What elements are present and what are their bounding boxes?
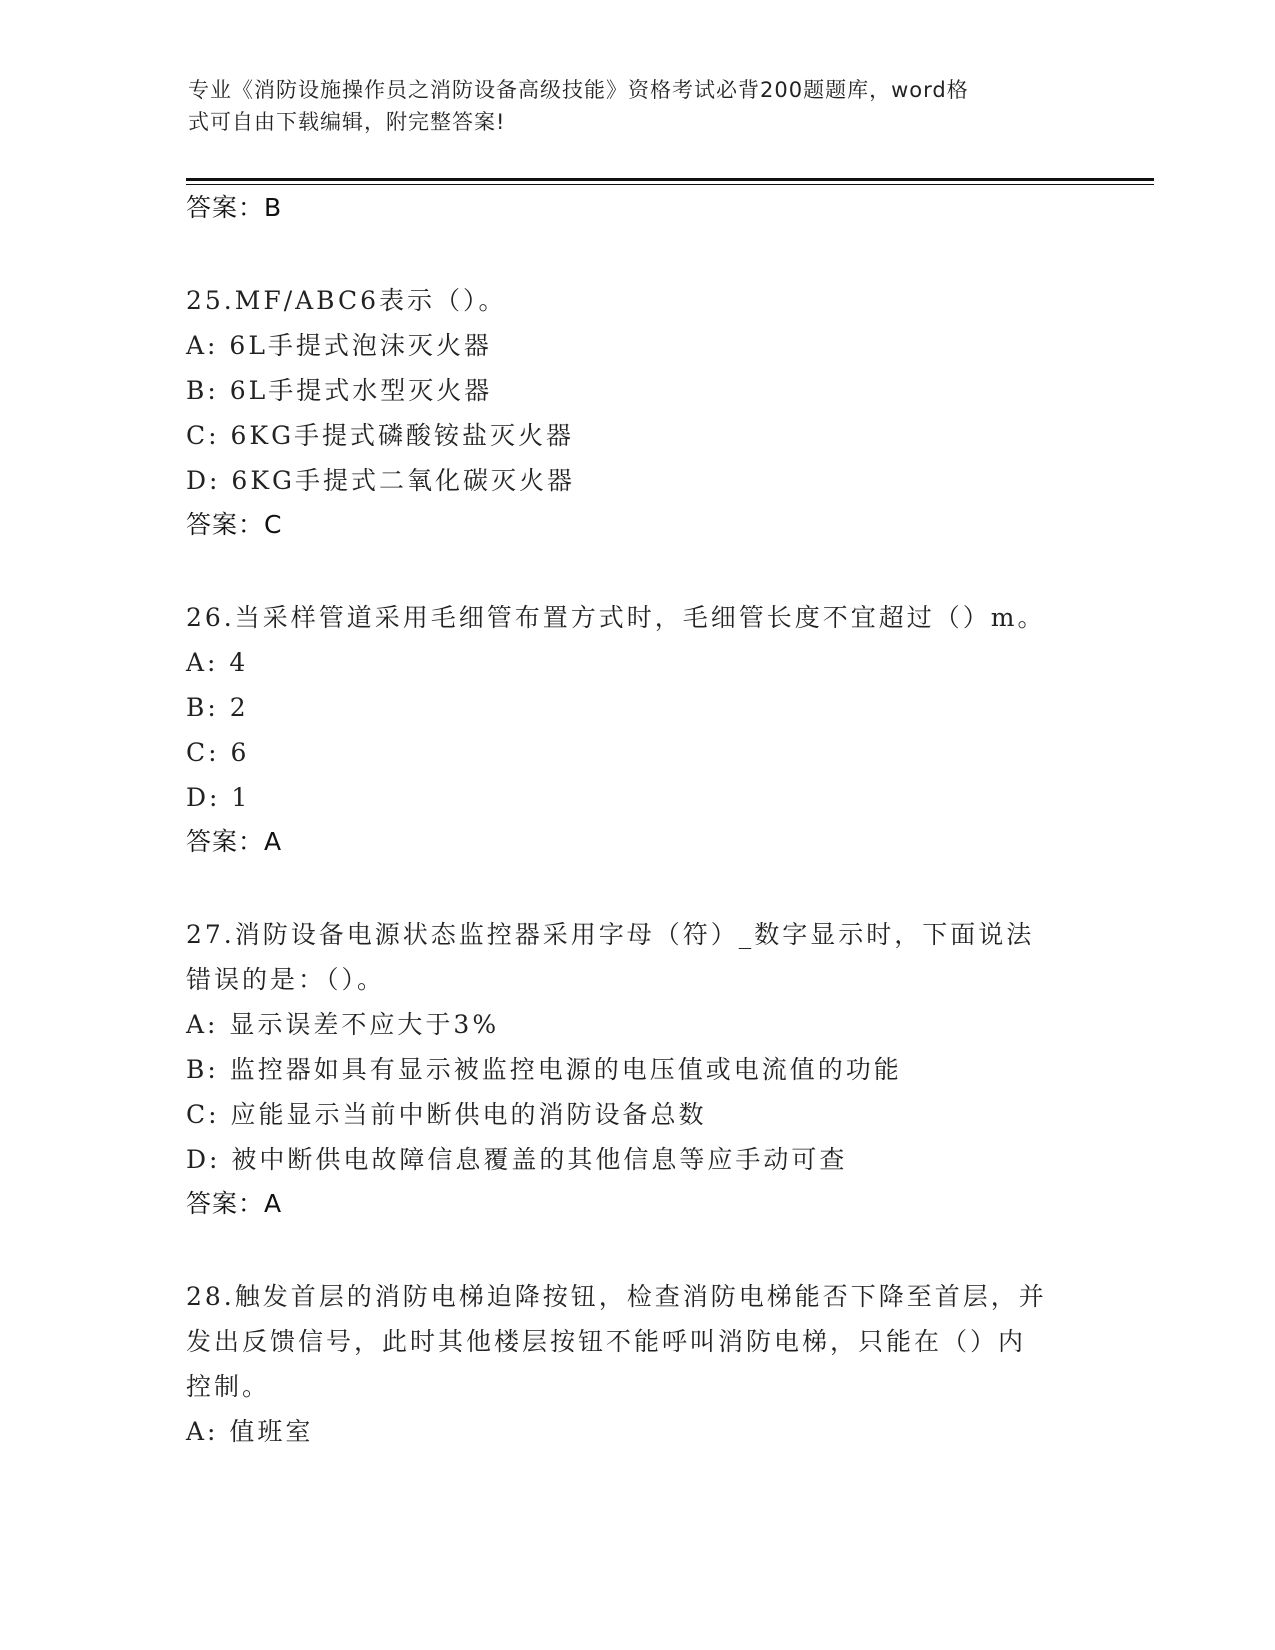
option-d: D: 6KG手提式二氧化碳灭火器 bbox=[186, 466, 575, 495]
answer-prev: 答案：B bbox=[186, 193, 283, 222]
question-stem: 25.MF/ABC6表示（）。 bbox=[186, 286, 507, 315]
header-rule-thick bbox=[186, 178, 1154, 181]
answer: 答案：A bbox=[186, 827, 283, 856]
option-a: A: 显示误差不应大于3% bbox=[186, 1010, 500, 1039]
option-d: D: 1 bbox=[186, 783, 251, 812]
header-rule-thin bbox=[186, 184, 1154, 185]
option-a: A: 值班室 bbox=[186, 1417, 314, 1446]
question-stem-line-1: 27.消防设备电源状态监控器采用字母（符）_数字显示时，下面说法 bbox=[186, 920, 1035, 949]
option-c: C: 6 bbox=[186, 738, 250, 767]
question-26 bbox=[186, 595, 1086, 864]
question-stem: 26.当采样管道采用毛细管布置方式时，毛细管长度不宜超过（）m。 bbox=[186, 603, 1046, 632]
document-header bbox=[188, 74, 1088, 138]
question-27 bbox=[186, 912, 1086, 1226]
option-c: C: 6KG手提式磷酸铵盐灭火器 bbox=[186, 421, 575, 450]
option-c: C: 应能显示当前中断供电的消防设备总数 bbox=[186, 1100, 707, 1129]
question-stem-line-2: 发出反馈信号，此时其他楼层按钮不能呼叫消防电梯，只能在（）内 bbox=[186, 1327, 1027, 1356]
question-stem-line-1: 28.触发首层的消防电梯迫降按钮，检查消防电梯能否下降至首层，并 bbox=[186, 1282, 1047, 1311]
answer: 答案：C bbox=[186, 510, 283, 539]
option-b: B: 2 bbox=[186, 693, 249, 722]
question-25 bbox=[186, 278, 1086, 547]
option-b: B: 监控器如具有显示被监控电源的电压值或电流值的功能 bbox=[186, 1055, 902, 1084]
question-stem-line-3: 控制。 bbox=[186, 1372, 271, 1401]
option-a: A: 6L手提式泡沫灭火器 bbox=[186, 331, 492, 360]
answer: 答案：A bbox=[186, 1189, 283, 1218]
document-body bbox=[186, 186, 1086, 1454]
question-28 bbox=[186, 1274, 1086, 1454]
header-title-line-1: 专业《消防设施操作员之消防设备高级技能》资格考试必背200题题库，word格 bbox=[188, 78, 969, 102]
option-d: D: 被中断供电故障信息覆盖的其他信息等应手动可查 bbox=[186, 1145, 848, 1174]
question-stem-line-2: 错误的是：（）。 bbox=[186, 965, 386, 994]
option-a: A: 4 bbox=[186, 648, 249, 677]
option-b: B: 6L手提式水型灭火器 bbox=[186, 376, 493, 405]
header-title-line-2: 式可自由下载编辑，附完整答案! bbox=[188, 110, 506, 134]
